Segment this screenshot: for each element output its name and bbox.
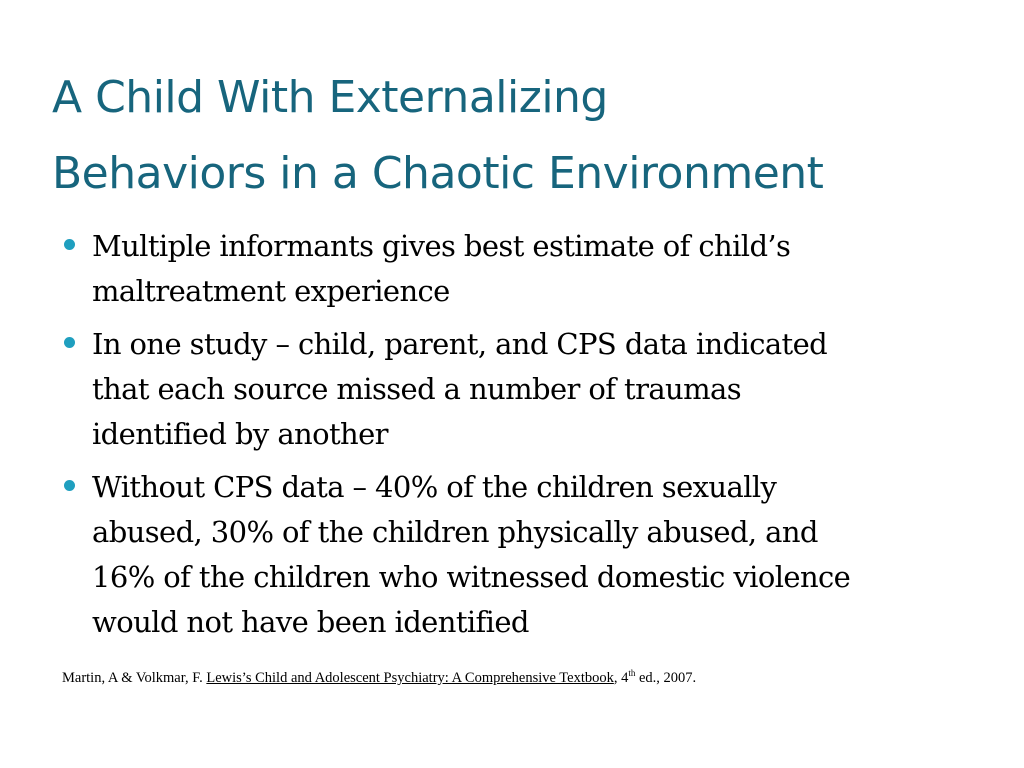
bullet-text [92,465,982,645]
title-line-2: Behaviors in a Chaotic Environment [52,148,824,199]
bullet-line: Without CPS data – 40% of the children sexually [92,470,777,504]
bullet-dot-icon [64,337,75,348]
bullet-line: abused, 30% of the children physically abused, and [92,515,818,549]
bullet-dot-icon [64,480,75,491]
title-line-1: A Child With Externalizing [52,72,608,123]
bullet-line: 16% of the children who witnessed domestic violence [92,560,851,594]
bullet-text [92,322,982,457]
bullet-line: that each source missed a number of traumas [92,372,742,406]
citation-edition: , 4 [613,670,629,686]
citation-year: ed., 2007. [635,670,697,686]
bullet-line: In one study – child, parent, and CPS data indicated [92,327,828,361]
citation [62,667,982,689]
bullet-item-study [62,322,982,457]
bullet-line: maltreatment experience [92,274,450,308]
citation-edition-superscript: th [628,668,636,679]
bullet-line: would not have been identified [92,605,529,639]
bullet-line: identified by another [92,417,388,451]
citation-authors: Martin, A & Volkmar, F. [62,670,207,686]
bullet-item-informants [62,224,982,314]
slide-title [52,60,1002,212]
bullet-line: Multiple informants gives best estimate of child’s [92,229,791,263]
citation-book-title: Lewis’s Child and Adolescent Psychiatry: A Comprehensive Textbook [206,670,614,686]
bullet-dot-icon [64,239,75,250]
bullet-list [62,224,982,653]
bullet-text [92,224,982,314]
bullet-item-without-cps [62,465,982,645]
